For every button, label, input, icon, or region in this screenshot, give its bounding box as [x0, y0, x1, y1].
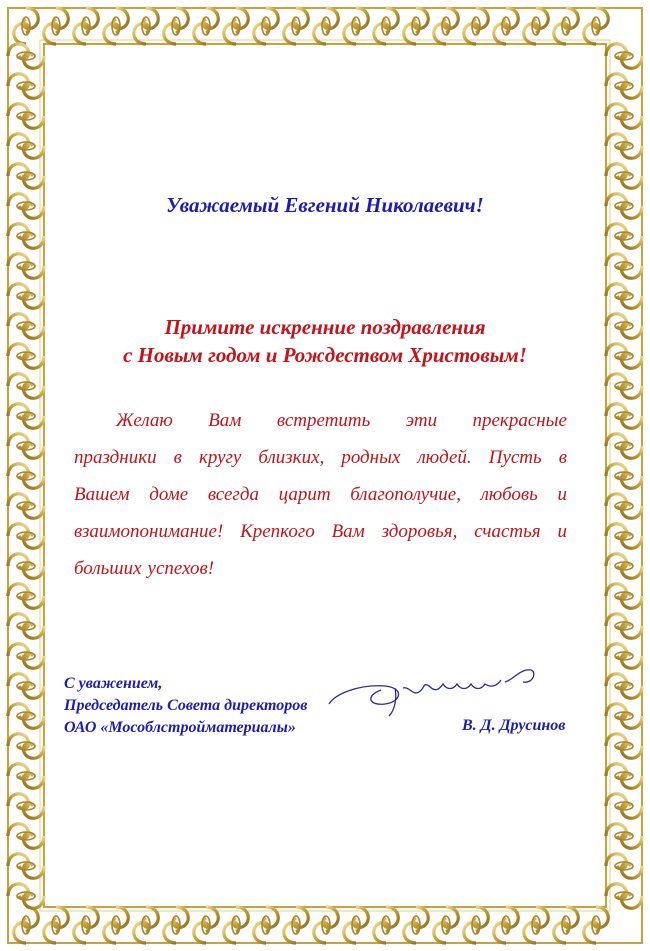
wish-word: Крепкого	[240, 521, 315, 542]
wish-line	[74, 439, 567, 476]
wish-line	[74, 550, 567, 587]
congratulations-line: Примите искренние поздравления	[164, 315, 486, 339]
wish-word: счастья	[474, 521, 541, 542]
wish-word: доме	[149, 484, 189, 505]
wish-word: и	[557, 521, 567, 542]
closing-position: Председатель Совета директоров	[64, 697, 308, 714]
greeting-heading: Уважаемый Евгений Николаевич!	[166, 193, 484, 217]
wish-word: в	[173, 447, 182, 468]
wish-word: благополучие,	[350, 484, 461, 505]
wish-paragraph	[74, 402, 567, 587]
wish-word: людей.	[417, 447, 472, 468]
wish-word: в	[558, 447, 567, 468]
closing-block	[64, 673, 307, 739]
congratulations-heading	[0, 313, 650, 369]
wish-word: прекрасные	[472, 410, 567, 431]
wish-word: любовь	[480, 484, 538, 505]
wish-word: больших	[74, 558, 142, 579]
wish-word: Вам	[208, 410, 242, 431]
wish-word: царит	[278, 484, 331, 505]
wish-word: встретить	[276, 410, 371, 431]
wish-word: эти	[405, 410, 438, 431]
wish-word: Желаю	[116, 410, 173, 431]
wish-word: праздники	[74, 447, 157, 468]
wish-word: Пусть	[488, 447, 542, 468]
closing-regards: С уважением,	[64, 675, 163, 692]
wish-word: всегда	[207, 484, 259, 505]
wish-word: близких,	[258, 447, 325, 468]
wish-word: здоровья,	[381, 521, 458, 542]
wish-line	[74, 476, 567, 513]
wish-word: родных	[341, 447, 401, 468]
wish-line	[74, 402, 567, 439]
wish-word: и	[557, 484, 567, 505]
handwritten-signature	[325, 658, 555, 718]
wish-word: кругу	[198, 447, 242, 468]
wish-word: взаимопонимание!	[74, 521, 224, 542]
wish-word: успехов!	[147, 558, 215, 579]
signer-name: В. Д. Друсинов	[462, 717, 566, 734]
wish-word: Вашем	[74, 484, 130, 505]
closing-company: ОАО «Мособлстройматериалы»	[64, 719, 296, 736]
congratulations-line: с Новым годом и Рождеством Христовым!	[123, 343, 527, 367]
wish-word: Вам	[331, 521, 365, 542]
wish-line	[74, 513, 567, 550]
